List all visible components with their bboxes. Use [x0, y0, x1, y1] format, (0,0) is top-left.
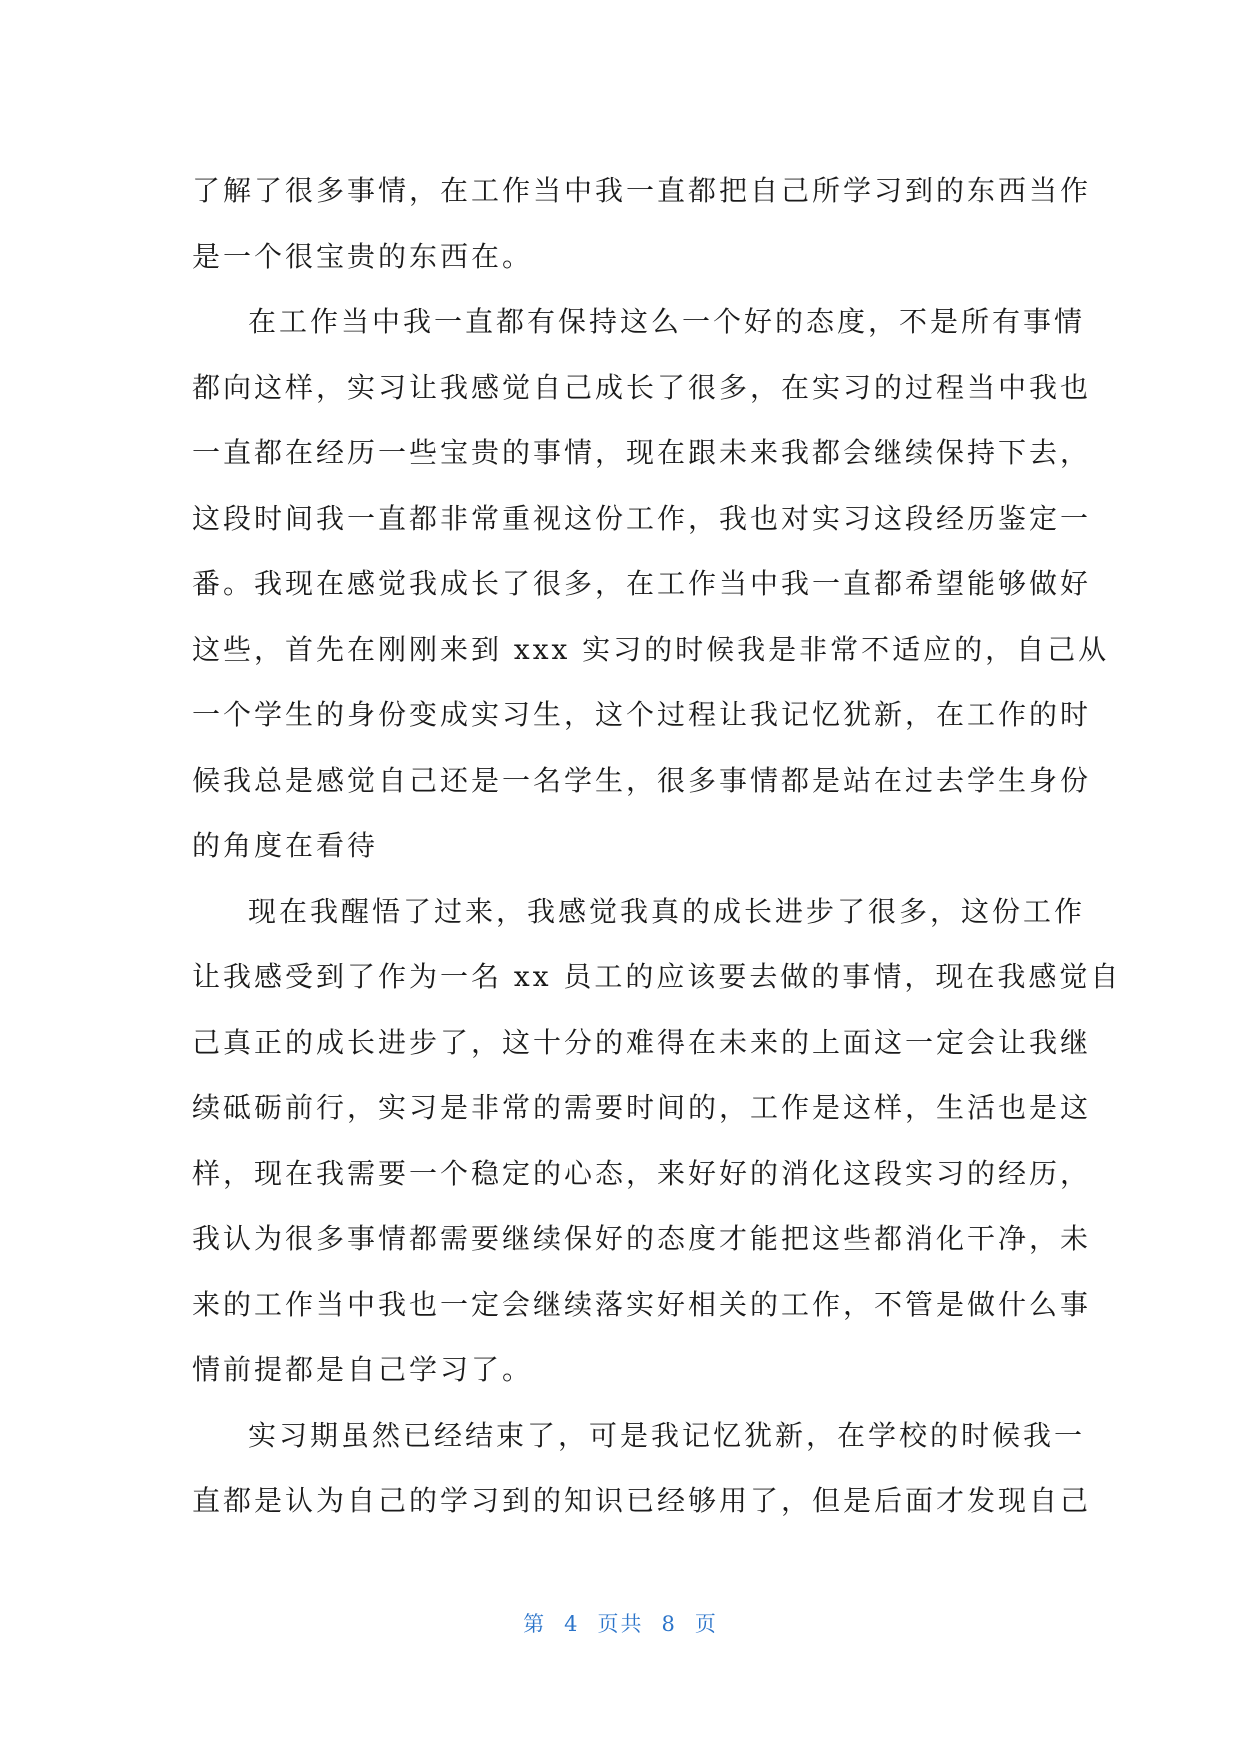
paragraph — [192, 1403, 1092, 1534]
text-line: 的角度在看待 — [192, 829, 379, 862]
document-body — [192, 158, 1122, 1534]
text-line: 一直都在经历一些宝贵的事情，现在跟未来我都会继续保持下去， — [192, 436, 1092, 469]
text-line: 这些，首先在刚刚来到 xxx 实习的时候我是非常不适应的，自己从 — [192, 632, 1110, 666]
text-line: 都向这样，实习让我感觉自己成长了很多，在实习的过程当中我也 — [192, 370, 1092, 404]
text-line: 实习期虽然已经结束了，可是我记忆犹新，在学校的时候我一 — [248, 1418, 1086, 1452]
text-line: 让我感受到了作为一名 xx 员工的应该要去做的事情，现在我感觉自 — [192, 960, 1122, 993]
footer-suffix: 页 — [694, 1612, 718, 1636]
text-line: 直都是认为自己的学习到的知识已经够用了，但是后面才发现自己 — [192, 1484, 1092, 1517]
paragraph — [192, 158, 1092, 289]
footer-middle: 页共 — [597, 1612, 644, 1636]
text-line: 情前提都是自己学习了。 — [192, 1353, 534, 1386]
text-line: 一个学生的身份变成实习生，这个过程让我记忆犹新，在工作的时 — [192, 698, 1092, 731]
paragraph — [192, 879, 1122, 1403]
paragraph — [192, 289, 1110, 879]
text-line: 是一个很宝贵的东西在。 — [192, 239, 534, 273]
text-line: 来的工作当中我也一定会继续落实好相关的工作，不管是做什么事 — [192, 1287, 1092, 1321]
text-line: 在工作当中我一直都有保持这么一个好的态度，不是所有事情 — [248, 305, 1086, 338]
text-line: 己真正的成长进步了，这十分的难得在未来的上面这一定会让我继 — [192, 1025, 1092, 1059]
text-line: 这段时间我一直都非常重视这份工作，我也对实习这段经历鉴定一 — [192, 501, 1092, 535]
footer-prefix: 第 — [523, 1612, 547, 1636]
text-line: 样，现在我需要一个稳定的心态，来好好的消化这段实习的经历， — [192, 1156, 1092, 1190]
total-pages-number: 8 — [661, 1612, 677, 1636]
page-footer — [0, 1608, 1241, 1638]
text-line: 我认为很多事情都需要继续保好的态度才能把这些都消化干净，未 — [192, 1222, 1092, 1255]
text-line: 现在我醒悟了过来，我感觉我真的成长进步了很多，这份工作 — [248, 894, 1086, 928]
text-line: 了解了很多事情，在工作当中我一直都把自己所学习到的东西当作 — [192, 174, 1092, 207]
text-line: 续砥砺前行，实习是非常的需要时间的，工作是这样，生活也是这 — [192, 1091, 1092, 1124]
current-page-number: 4 — [564, 1612, 580, 1636]
text-line: 候我总是感觉自己还是一名学生，很多事情都是站在过去学生身份 — [192, 763, 1092, 797]
text-line: 番。我现在感觉我成长了很多，在工作当中我一直都希望能够做好 — [192, 567, 1092, 600]
